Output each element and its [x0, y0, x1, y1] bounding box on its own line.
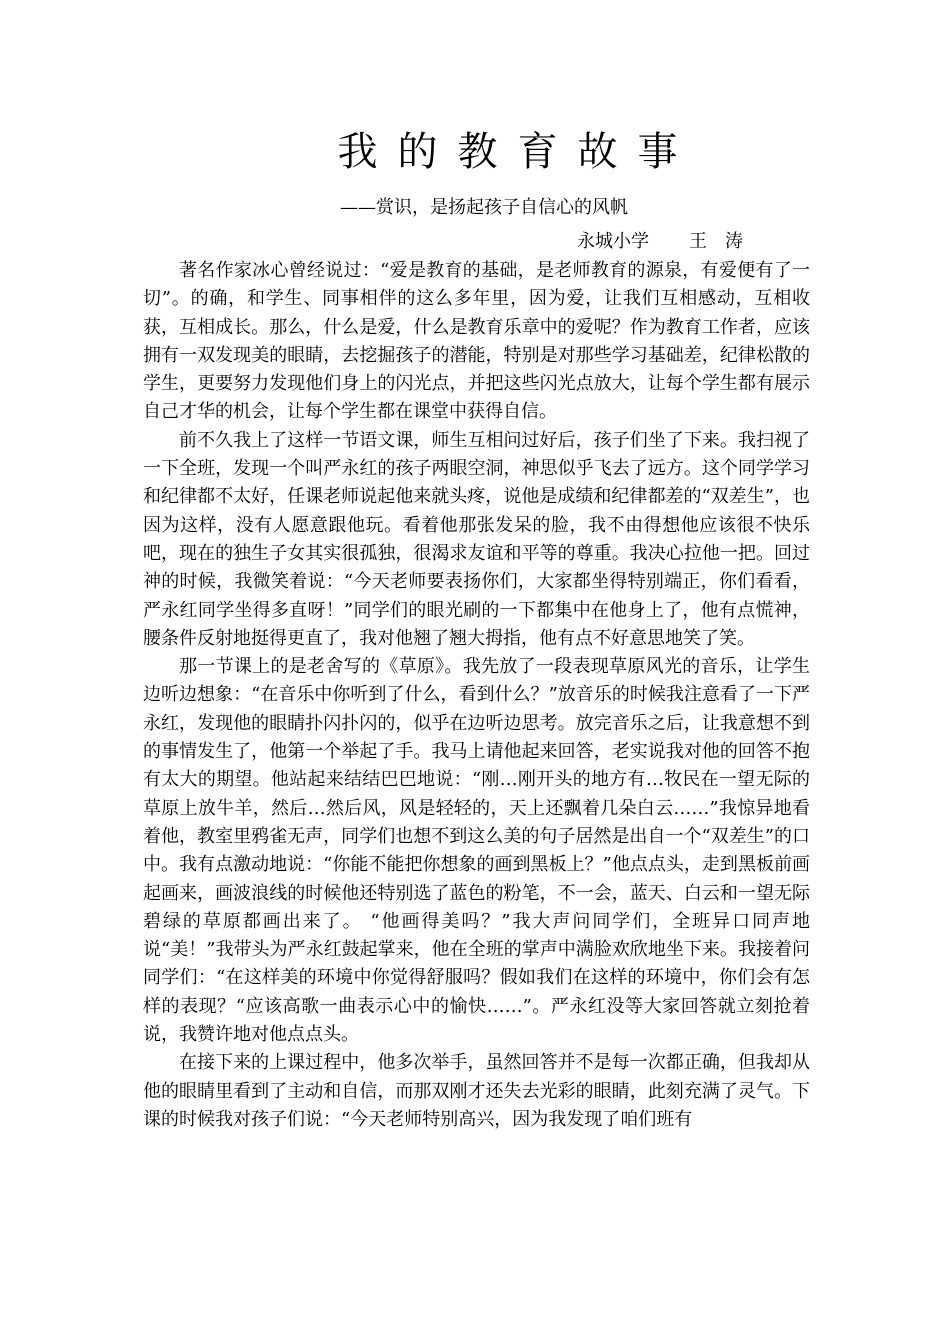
byline — [577, 230, 761, 254]
paragraph: 著名作家冰心曾经说过：“爱是教育的基础，是老师教育的源泉，有爱便有了一切”。的确，和学生、同事相伴的这么多年里，因为爱，让我们互相感动，互相收获，互相成长。那么，什么是爱，什么是教育乐章中的爱呢？作为教育工作者，应该拥有一双发现美的眼睛，去挖掘孩子的潜能，特别是对那些学习基础差，纪律松散的学生，更要努力发现他们身上的闪光点，并把这些闪光点放大，让每个学生都有展示自己才华的机会，让每个学生都在课堂中获得自信。 — [143, 260, 810, 423]
page-title: 我的教育故事 — [337, 129, 698, 175]
paragraph: 在接下来的上课过程中，他多次举手，虽然回答并不是每一次都正确，但我却从他的眼睛里看到了主动和自信，而那双刚才还失去光彩的眼睛，此刻充满了灵气。下课的时候我对孩子们说：“今天老师特别高兴，因为我发现了咱们班有 — [143, 1052, 810, 1130]
paragraph: 那一节课上的是老舍写的《草原》。我先放了一段表现草原风光的音乐，让学生边听边想象：“在音乐中你听到了什么，看到什么？”放音乐的时候我注意看了一下严永红，发现他的眼睛扑闪扑闪的，似乎在边听边思考。放完音乐之后，让我意想不到的事情发生了，他第一个举起了手。我马上请他起来回答，老实说我对他的回答不抱有太大的期望。他站起来结结巴巴地说：“刚…刚开头的地方有…牧民在一望无际的草原上放牛羊，然后…然后风，风是轻轻的，天上还飘着几朵白云……”我惊异地看着他，教室里鸦雀无声，同学们也想不到这么美的句子居然是出自一个“双差生”的口中。我有点激动地说：“你能不能把你想象的画到黑板上？”他点点头，走到黑板前画起画来，画波浪线的时候他还特别选了蓝色的粉笔，不一会，蓝天、白云和一望无际碧绿的草原都画出来了。 “他画得美吗？”我大声问同学们，全班异口同声地说“美！”我带头为严永红鼓起掌来，他在全班的掌声中满脸欢欣地坐下来。我接着问同学们：“在这样美的环境中你觉得舒服吗？假如我们在这样的环境中，你们会有怎样的表现？“应该高歌一曲表示心中的愉快……”。严永红没等大家回答就立刻抢着说，我赞许地对他点点头。 — [143, 656, 810, 1046]
byline-school: 永城小学 — [577, 231, 649, 252]
paragraph: 前不久我上了这样一节语文课，师生互相问过好后，孩子们坐了下来。我扫视了一下全班，发现一个叫严永红的孩子两眼空洞，神思似乎飞去了远方。这个同学学习和纪律都不太好，任课老师说起他来就头疼，说他是成绩和纪律都差的“双差生”，也因为这样，没有人愿意跟他玩。看着他那张发呆的脸，我不由得想他应该很不快乐吧，现在的独生子女其实很孤独，很渴求友谊和平等的尊重。我决心拉他一把。回过神的时候，我微笑着说：“今天老师要表扬你们，大家都坐得特别端正，你们看看，严永红同学坐得多直呀！”同学们的眼光刷的一下都集中在他身上了，他有点慌神，腰条件反射地挺得更直了，我对他翘了翘大拇指，他有点不好意思地笑了笑。 — [143, 429, 810, 649]
article-body — [143, 257, 810, 1134]
page-subtitle: ——赏识，是扬起孩子自信心的风帆 — [340, 197, 628, 218]
byline-author: 王涛 — [689, 231, 761, 252]
